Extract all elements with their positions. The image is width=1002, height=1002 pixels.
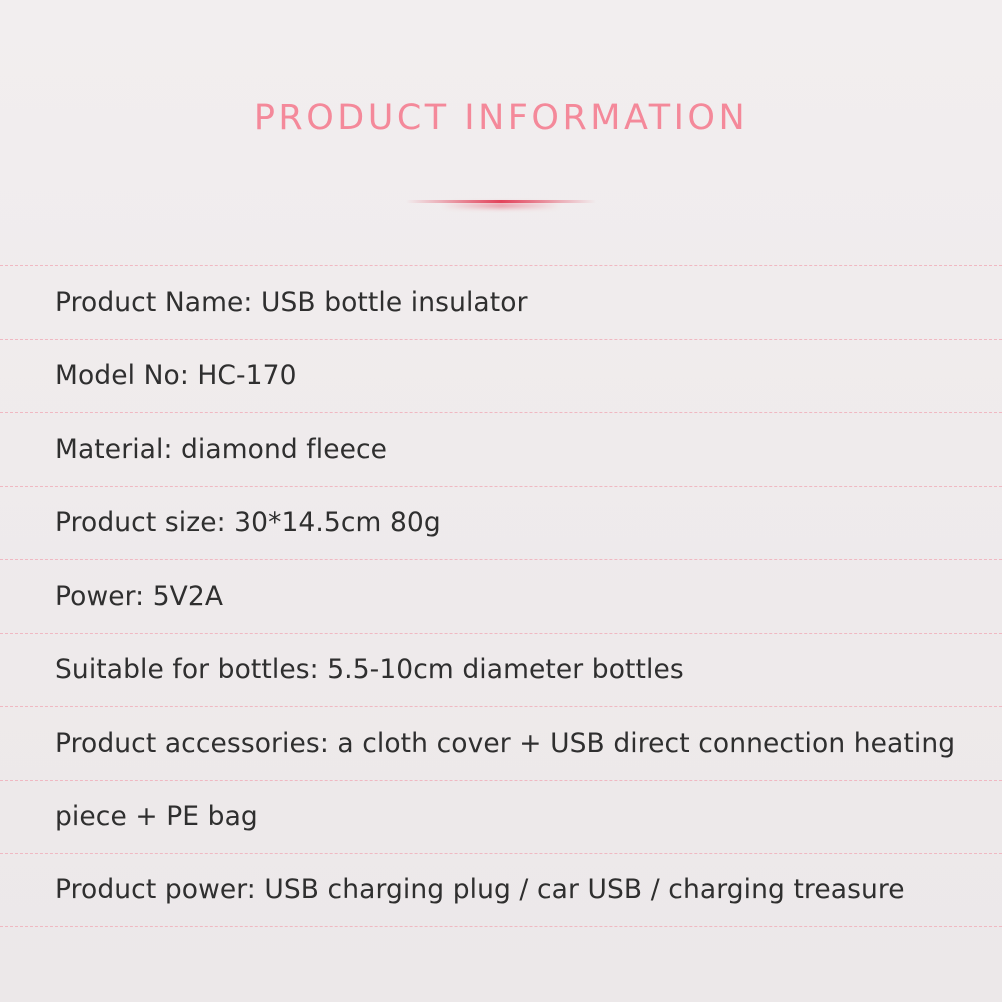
spec-line-product-power: Product power: USB charging plug / car USB / charging treasure (55, 874, 905, 906)
page-title: PRODUCT INFORMATION (253, 98, 749, 138)
list-item (0, 339, 1002, 413)
spec-line-product-name: Product Name: USB bottle insulator (55, 286, 528, 318)
spec-line-accessories: Product accessories: a cloth cover + USB direct connection heating (55, 727, 956, 759)
spec-line-material: Material: diamond fleece (55, 433, 388, 465)
specification-list (0, 265, 1002, 927)
list-item (0, 412, 1002, 486)
list-item (0, 633, 1002, 707)
list-item (0, 265, 1002, 339)
spec-line-power: Power: 5V2A (55, 580, 224, 612)
spec-line-product-size: Product size: 30*14.5cm 80g (55, 507, 441, 539)
spec-line-accessories-continued: piece + PE bag (55, 801, 258, 833)
title-divider-glow (441, 203, 561, 208)
list-item (0, 486, 1002, 560)
spec-line-suitable-bottles: Suitable for bottles: 5.5-10cm diameter bottles (55, 654, 684, 686)
list-item (0, 780, 1002, 854)
list-item (0, 706, 1002, 780)
spec-line-model-no: Model No: HC-170 (55, 360, 297, 392)
list-item (0, 559, 1002, 633)
title-divider (406, 200, 596, 203)
list-item (0, 853, 1002, 927)
